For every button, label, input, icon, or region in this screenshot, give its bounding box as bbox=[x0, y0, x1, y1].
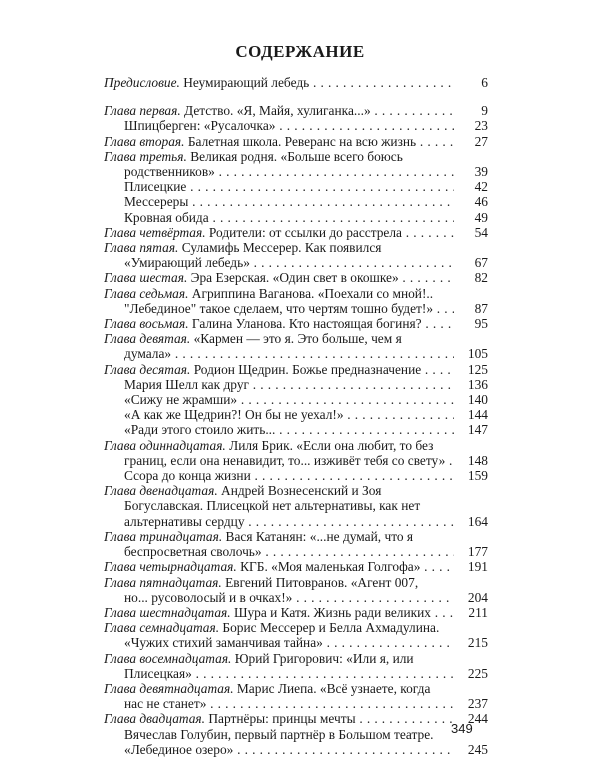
toc-line bbox=[104, 605, 454, 620]
toc-line bbox=[104, 635, 454, 650]
toc-line-text: беспросветная сволочь» bbox=[124, 544, 262, 560]
chapter-label: Глава вторая. bbox=[104, 133, 185, 149]
toc-line-text: Великая родня. «Больше всего боюсь bbox=[186, 148, 403, 164]
toc-page-number: 6 bbox=[454, 75, 488, 90]
toc-page-number: 82 bbox=[454, 270, 488, 285]
toc-page-number: 87 bbox=[454, 301, 488, 316]
toc-line-text: родственников» bbox=[124, 164, 215, 180]
toc-page-number: 125 bbox=[454, 362, 488, 377]
chapter-label: Глава двенадцатая. bbox=[104, 483, 218, 499]
toc-line-text: Евгений Питовранов. «Агент 007, bbox=[221, 574, 419, 590]
toc-page-number: 225 bbox=[454, 666, 488, 681]
toc-entry bbox=[104, 270, 488, 285]
toc-line bbox=[104, 590, 454, 605]
toc-line bbox=[124, 210, 454, 225]
toc-line-text: думала» bbox=[124, 346, 172, 362]
chapter-label: Глава десятая. bbox=[104, 361, 191, 377]
toc-page-number: 54 bbox=[454, 225, 488, 240]
toc-page-number: 159 bbox=[454, 468, 488, 483]
toc-line bbox=[104, 711, 454, 726]
toc-entry-text bbox=[104, 605, 488, 620]
toc-line bbox=[124, 179, 454, 194]
toc-entry bbox=[104, 149, 488, 179]
toc-entry bbox=[104, 727, 488, 757]
toc-line bbox=[104, 75, 454, 90]
toc-line-text: «Сижу не жрамши» bbox=[124, 392, 238, 408]
chapter-label: Глава четвёртая. bbox=[104, 224, 206, 240]
toc-line bbox=[124, 392, 454, 407]
toc-line bbox=[104, 575, 454, 590]
toc-line bbox=[104, 696, 454, 711]
toc-entry bbox=[104, 407, 488, 422]
toc-entry-text bbox=[104, 240, 488, 270]
toc-entry-text bbox=[104, 362, 488, 377]
chapter-label: Предисловие. bbox=[104, 75, 180, 90]
toc-line bbox=[104, 681, 454, 696]
toc-line bbox=[104, 559, 454, 574]
toc-line bbox=[124, 742, 454, 757]
toc-line-text: «А как же Щедрин?! Он бы не уехал!» bbox=[124, 407, 344, 423]
toc-page-number: 140 bbox=[454, 392, 488, 407]
chapter-label: Глава пятнадцатая. bbox=[104, 574, 222, 590]
toc-entry bbox=[104, 620, 488, 650]
chapter-label: Глава девятая. bbox=[104, 331, 191, 347]
toc-line-text: Богуславская. Плисецкой нет альтернативы, как нет bbox=[124, 498, 421, 514]
chapter-label: Глава пятая. bbox=[104, 240, 179, 256]
toc-page-number: 23 bbox=[454, 118, 488, 133]
toc-line-text: Галина Уланова. Кто настоящая богиня? bbox=[188, 316, 422, 332]
toc-line bbox=[124, 727, 454, 742]
toc-page-number: 211 bbox=[454, 605, 488, 620]
toc-entry-text bbox=[104, 194, 488, 209]
toc-entry-text bbox=[104, 210, 488, 225]
toc-line bbox=[104, 255, 454, 270]
toc-page-number: 147 bbox=[454, 422, 488, 437]
chapter-label: Глава восемнадцатая. bbox=[104, 650, 232, 666]
toc-line-text: "Лебединое" такое сделаем, что чертям тошно будет!» bbox=[124, 300, 434, 316]
chapter-label: Глава одиннадцатая. bbox=[104, 437, 226, 453]
toc-line-text: Плисецкая» bbox=[124, 665, 192, 681]
toc-line bbox=[104, 301, 454, 316]
toc-line bbox=[104, 316, 454, 331]
toc-entry bbox=[104, 575, 488, 605]
chapter-label: Глава девятнадцатая. bbox=[104, 680, 234, 696]
toc-entry-text bbox=[104, 438, 488, 468]
toc-entry bbox=[104, 529, 488, 559]
toc-line bbox=[124, 377, 454, 392]
toc-entry bbox=[104, 377, 488, 392]
toc-line bbox=[124, 468, 454, 483]
toc-entry-text bbox=[104, 270, 488, 285]
toc-line-text: Мария Шелл как друг bbox=[124, 376, 250, 392]
toc-line bbox=[104, 149, 454, 164]
toc-page-number: 9 bbox=[454, 103, 488, 118]
toc-entry bbox=[104, 316, 488, 331]
toc-line bbox=[104, 666, 454, 681]
toc-line-text: «Лебединое озеро» bbox=[124, 741, 234, 757]
toc-line bbox=[124, 407, 454, 422]
toc-line-text: Вячеслав Голубин, первый партнёр в Большом театре. bbox=[124, 726, 434, 742]
toc-entry bbox=[104, 559, 488, 574]
toc-line bbox=[104, 529, 454, 544]
toc-line-text: Детство. «Я, Майя, хулиганка...» bbox=[180, 103, 371, 119]
toc-line bbox=[124, 118, 454, 133]
toc-line-text: Агриппина Ваганова. «Поехали со мной!.. bbox=[188, 285, 434, 301]
toc-page-number: 204 bbox=[454, 590, 488, 605]
toc-line bbox=[104, 514, 454, 529]
toc-page-number: 144 bbox=[454, 407, 488, 422]
chapter-label: Глава первая. bbox=[104, 103, 181, 119]
toc-entry-text bbox=[104, 225, 488, 240]
chapter-label: Глава двадцатая. bbox=[104, 711, 205, 727]
toc-entry-text bbox=[104, 286, 488, 316]
toc-entry bbox=[104, 103, 488, 118]
toc-line-text: Родион Щедрин. Божье предназначение bbox=[190, 361, 422, 377]
toc-line bbox=[104, 286, 454, 301]
toc-line bbox=[104, 498, 454, 513]
toc-line-text: «Ради этого стоило жить... bbox=[124, 422, 276, 438]
toc-entry bbox=[104, 240, 488, 270]
toc-entry bbox=[104, 194, 488, 209]
toc-entry bbox=[104, 75, 488, 90]
toc-line bbox=[124, 422, 454, 437]
toc-line-text: но... русоволосый и в очках!» bbox=[124, 589, 293, 605]
toc-entry-text bbox=[104, 118, 488, 133]
toc-line bbox=[104, 620, 454, 635]
toc-page-number: 39 bbox=[454, 164, 488, 179]
toc-line bbox=[104, 164, 454, 179]
table-of-contents bbox=[104, 75, 488, 757]
toc-page-number: 42 bbox=[454, 179, 488, 194]
toc-page-number: 46 bbox=[454, 194, 488, 209]
toc-line bbox=[104, 270, 454, 285]
toc-line-text: Вася Катанян: «...не думай, что я bbox=[222, 528, 414, 544]
toc-line bbox=[104, 240, 454, 255]
toc-line-text: Балетная школа. Реверанс на всю жизнь bbox=[184, 133, 417, 149]
toc-line-text: Партнёры: принцы мечты bbox=[205, 711, 356, 727]
toc-page-number: 177 bbox=[454, 544, 488, 559]
toc-page-number: 136 bbox=[454, 377, 488, 392]
chapter-label: Глава тринадцатая. bbox=[104, 528, 223, 544]
toc-entry bbox=[104, 179, 488, 194]
chapter-label: Глава шестая. bbox=[104, 270, 188, 286]
toc-page-number: 164 bbox=[454, 514, 488, 529]
toc-entry bbox=[104, 210, 488, 225]
chapter-label: Глава шестнадцатая. bbox=[104, 604, 231, 620]
page-number: 349 bbox=[451, 721, 473, 736]
toc-line-text: Юрий Григорович: «Или я, или bbox=[231, 650, 414, 666]
toc-entry-text bbox=[104, 620, 488, 650]
toc-entry bbox=[104, 362, 488, 377]
toc-line bbox=[104, 453, 454, 468]
toc-entry-text bbox=[104, 377, 488, 392]
toc-line-text: КГБ. «Моя маленькая Голгофа» bbox=[236, 559, 421, 575]
toc-page-number: 215 bbox=[454, 635, 488, 650]
toc-page-number: 191 bbox=[454, 559, 488, 574]
page-title: СОДЕРЖАНИЕ bbox=[235, 42, 365, 61]
toc-entry bbox=[104, 605, 488, 620]
toc-entry-text bbox=[104, 711, 488, 726]
toc-line bbox=[104, 438, 454, 453]
toc-entry-text bbox=[104, 149, 488, 179]
toc-page-number: 49 bbox=[454, 210, 488, 225]
chapter-label: Глава третья. bbox=[104, 148, 187, 164]
toc-line-text: Кровная обида bbox=[124, 209, 209, 225]
chapter-label: Глава восьмая. bbox=[104, 316, 189, 332]
toc-page-number: 244 bbox=[454, 711, 488, 726]
toc-line bbox=[124, 194, 454, 209]
toc-line-text: нас не станет» bbox=[124, 696, 207, 712]
toc-line-text: Лиля Брик. «Если она любит, то без bbox=[225, 437, 434, 453]
toc-line-text: Родители: от ссылки до расстрела bbox=[205, 224, 403, 240]
toc-page-number: 27 bbox=[454, 134, 488, 149]
toc-line-text: Мессереры bbox=[124, 194, 189, 210]
toc-line-text: Шпицберген: «Русалочка» bbox=[124, 118, 276, 134]
toc-line bbox=[104, 134, 454, 149]
toc-line bbox=[104, 103, 454, 118]
toc-entry bbox=[104, 331, 488, 361]
toc-entry bbox=[104, 711, 488, 726]
toc-entry bbox=[104, 422, 488, 437]
toc-entry-text bbox=[104, 422, 488, 437]
toc-entry bbox=[104, 286, 488, 316]
toc-line-text: Ссора до конца жизни bbox=[124, 468, 251, 484]
toc-line-text: Плисецкие bbox=[124, 179, 187, 195]
toc-line-text: Суламифь Мессерер. Как появился bbox=[178, 240, 382, 256]
toc-page-number: 148 bbox=[454, 453, 488, 468]
toc-entry-text bbox=[104, 134, 488, 149]
toc-entry-text bbox=[104, 179, 488, 194]
toc-line bbox=[104, 483, 454, 498]
toc-entry bbox=[104, 392, 488, 407]
toc-entry bbox=[104, 651, 488, 681]
toc-line bbox=[104, 544, 454, 559]
toc-line bbox=[104, 362, 454, 377]
toc-entry-text bbox=[104, 316, 488, 331]
toc-entry bbox=[104, 225, 488, 240]
toc-entry-text bbox=[104, 483, 488, 529]
toc-line-text: «Чужих стихий заманчивая тайна» bbox=[124, 635, 323, 651]
toc-entry-text bbox=[104, 727, 488, 757]
chapter-label: Глава седьмая. bbox=[104, 285, 189, 301]
toc-entry-text bbox=[104, 529, 488, 559]
toc-line-text: Андрей Вознесенский и Зоя bbox=[217, 483, 382, 499]
toc-line-text: Эра Езерская. «Один свет в окошке» bbox=[187, 270, 399, 286]
toc-page-number: 237 bbox=[454, 696, 488, 711]
toc-page-number: 245 bbox=[454, 742, 488, 757]
toc-entry bbox=[104, 438, 488, 468]
toc-entry bbox=[104, 134, 488, 149]
chapter-label: Глава четырнадцатая. bbox=[104, 559, 237, 575]
toc-page-number: 95 bbox=[454, 316, 488, 331]
toc-line bbox=[104, 346, 454, 361]
toc-entry-text bbox=[104, 407, 488, 422]
toc-page-number: 67 bbox=[454, 255, 488, 270]
toc-page-number: 105 bbox=[454, 346, 488, 361]
toc-line-text: Шура и Катя. Жизнь ради великих bbox=[230, 604, 432, 620]
toc-line bbox=[104, 331, 454, 346]
toc-line-text: альтернативы сердцу bbox=[124, 513, 245, 529]
toc-entry-text bbox=[104, 468, 488, 483]
toc-entry bbox=[104, 483, 488, 529]
toc-entry-text bbox=[104, 575, 488, 605]
toc-line-text: «Умирающий лебедь» bbox=[124, 255, 250, 271]
toc-line-text: границ, если она ненавидит, то... изживёт тебя со свету» bbox=[124, 452, 446, 468]
toc-line-text: «Кармен — это я. Это больше, чем я bbox=[190, 331, 402, 347]
chapter-label: Глава семнадцатая. bbox=[104, 620, 220, 636]
toc-line bbox=[104, 225, 454, 240]
toc-entry-text bbox=[104, 392, 488, 407]
toc-entry-text bbox=[104, 681, 488, 711]
toc-entry-text bbox=[104, 651, 488, 681]
toc-entry bbox=[104, 118, 488, 133]
toc-line-text: Марис Лиепа. «Всё узнаете, когда bbox=[233, 680, 431, 696]
toc-entry bbox=[104, 681, 488, 711]
toc-entry-text bbox=[104, 75, 488, 90]
toc-entry bbox=[104, 468, 488, 483]
toc-entry-text bbox=[104, 559, 488, 574]
toc-line-text: Неумирающий лебедь bbox=[179, 75, 310, 90]
toc-entry-text bbox=[104, 331, 488, 361]
toc-line bbox=[104, 651, 454, 666]
toc-entry-text bbox=[104, 103, 488, 118]
toc-line-text: Борис Мессерер и Белла Ахмадулина. bbox=[219, 620, 440, 636]
